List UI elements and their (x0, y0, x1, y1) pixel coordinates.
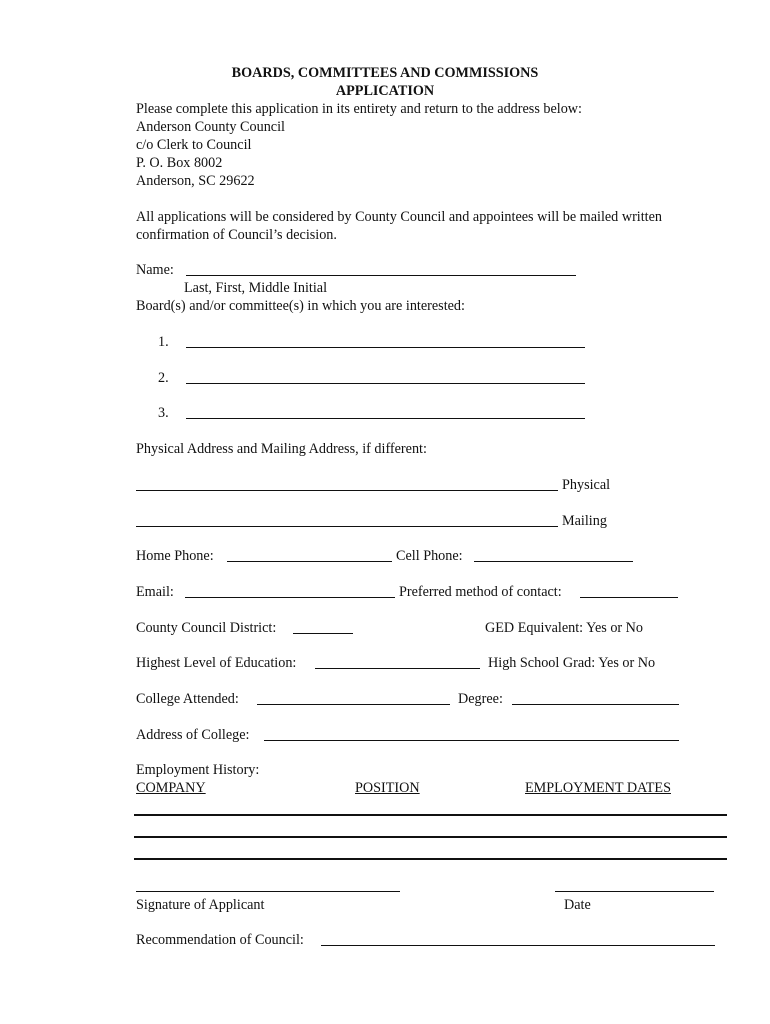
education-label: Highest Level of Education: (136, 655, 297, 671)
district-field[interactable] (293, 633, 353, 634)
note-text: confirmation of Council’s decision. (136, 227, 337, 243)
hs-grad-label: High School Grad: Yes or No (488, 655, 656, 671)
address-line: Anderson, SC 29622 (136, 173, 255, 189)
address-line: Anderson County Council (136, 119, 285, 135)
email-label: Email: (136, 584, 174, 600)
physical-address-field[interactable] (136, 490, 558, 491)
employment-row-1[interactable] (134, 814, 727, 816)
mailing-label: Mailing (562, 513, 607, 529)
employment-label: Employment History: (136, 762, 260, 778)
email-field[interactable] (185, 597, 395, 598)
name-field[interactable] (186, 275, 576, 276)
form-title: BOARDS, COMMITTEES AND COMMISSIONS (231, 65, 539, 81)
employment-row-3[interactable] (134, 858, 727, 860)
column-company: COMPANY (136, 780, 206, 796)
home-phone-field[interactable] (227, 561, 392, 562)
college-field[interactable] (257, 704, 450, 705)
board-field-3[interactable] (186, 418, 585, 419)
column-employment-dates: EMPLOYMENT DATES (525, 780, 671, 796)
date-label: Date (564, 897, 591, 913)
signature-field[interactable] (136, 891, 400, 892)
college-address-label: Address of College: (136, 727, 250, 743)
ged-label: GED Equivalent: Yes or No (485, 620, 644, 636)
board-number-3: 3. (158, 405, 169, 421)
board-field-1[interactable] (186, 347, 585, 348)
name-label: Name: (136, 262, 174, 278)
preferred-contact-field[interactable] (580, 597, 678, 598)
education-field[interactable] (315, 668, 480, 669)
board-number-2: 2. (158, 370, 169, 386)
address-line: P. O. Box 8002 (136, 155, 223, 171)
column-position: POSITION (355, 780, 420, 796)
preferred-contact-label: Preferred method of contact: (399, 584, 562, 600)
mailing-address-field[interactable] (136, 526, 558, 527)
college-address-field[interactable] (264, 740, 679, 741)
college-label: College Attended: (136, 691, 239, 707)
degree-label: Degree: (458, 691, 503, 707)
board-field-2[interactable] (186, 383, 585, 384)
district-label: County Council District: (136, 620, 277, 636)
boards-label: Board(s) and/or committee(s) in which you are interested: (136, 298, 465, 314)
physical-label: Physical (562, 477, 611, 493)
board-number-1: 1. (158, 334, 169, 350)
employment-row-2[interactable] (134, 836, 727, 838)
cell-phone-field[interactable] (474, 561, 633, 562)
degree-field[interactable] (512, 704, 679, 705)
signature-label: Signature of Applicant (136, 897, 265, 913)
address-line: c/o Clerk to Council (136, 137, 252, 153)
address-label: Physical Address and Mailing Address, if different: (136, 441, 427, 457)
form-subtitle: APPLICATION (335, 83, 435, 99)
instruction-text: Please complete this application in its entirety and return to the address below: (136, 101, 582, 117)
date-field[interactable] (555, 891, 714, 892)
recommendation-label: Recommendation of Council: (136, 932, 304, 948)
cell-phone-label: Cell Phone: (396, 548, 463, 564)
name-hint: Last, First, Middle Initial (184, 280, 328, 296)
note-text: All applications will be considered by County Council and appointees will be mailed written (136, 209, 663, 225)
recommendation-field[interactable] (321, 945, 715, 946)
home-phone-label: Home Phone: (136, 548, 214, 564)
